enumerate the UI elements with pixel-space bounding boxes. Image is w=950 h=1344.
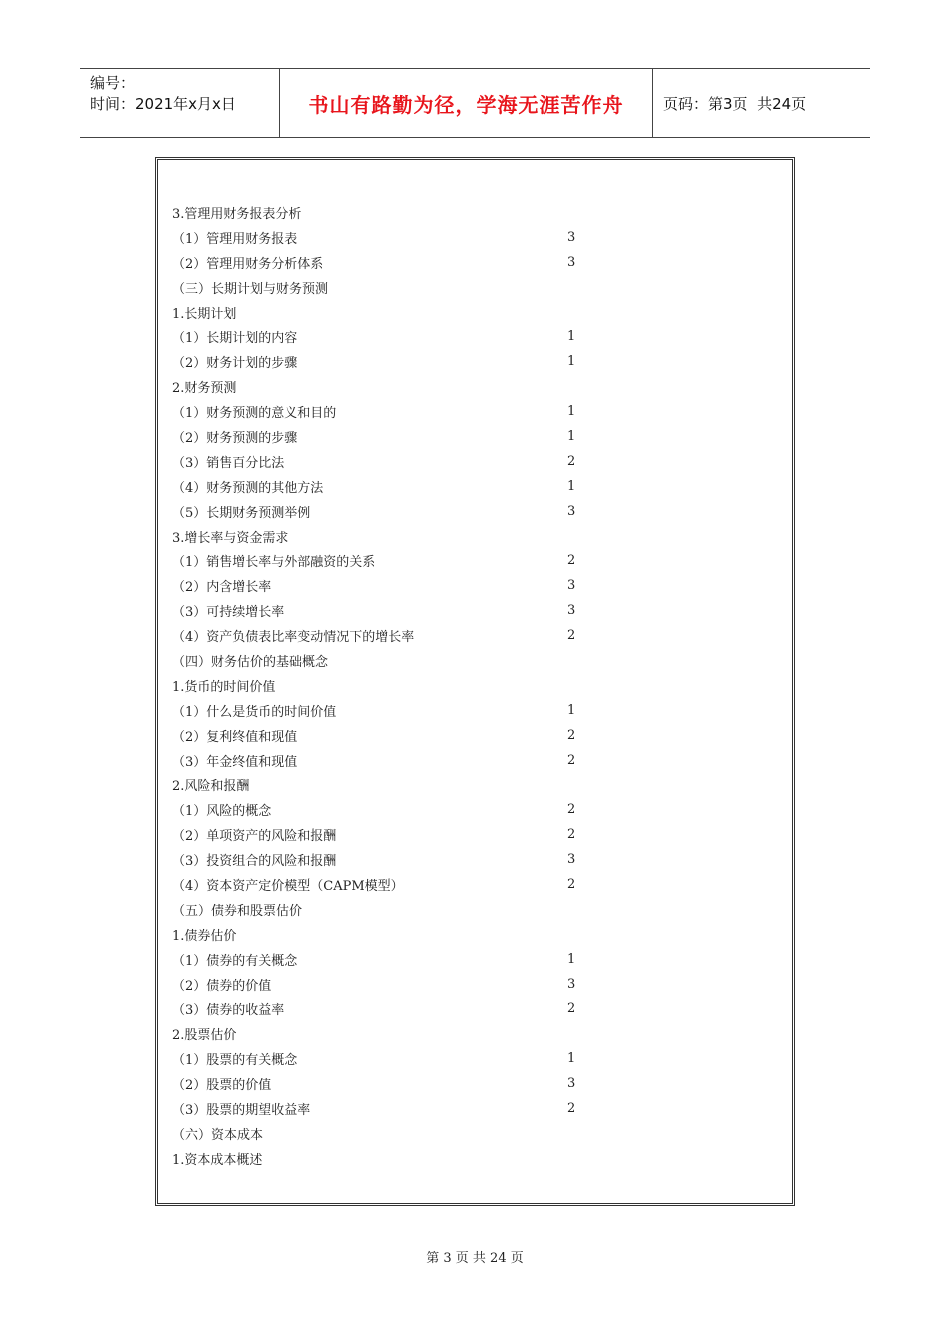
list-item [172, 275, 792, 300]
item-title: （2）复利终值和现值 [172, 729, 298, 745]
item-title: 1.长期计划 [172, 306, 237, 322]
list-item [172, 922, 792, 947]
item-title: （3）年金终值和现值 [172, 754, 298, 770]
item-title: （四）财务估价的基础概念 [172, 654, 329, 670]
list-item [172, 1121, 792, 1146]
item-level: 2 [567, 453, 576, 469]
item-title: （2）内含增长率 [172, 580, 272, 596]
list-item [172, 648, 792, 673]
item-title: 3.管理用财务报表分析 [172, 206, 302, 222]
list-item [172, 374, 792, 399]
item-level: 1 [567, 702, 576, 718]
item-title: （4）资本资产定价模型（CAPM模型） [172, 878, 404, 894]
item-title: （5）长期财务预测举例 [172, 505, 311, 521]
list-item [172, 847, 792, 872]
item-level: 1 [567, 354, 576, 370]
list-item [172, 548, 792, 573]
list-item [172, 772, 792, 797]
list-item [172, 872, 792, 897]
item-level: 3 [567, 254, 576, 270]
list-item [172, 250, 792, 275]
list-item [172, 822, 792, 847]
list-item [172, 449, 792, 474]
item-title: （1）债券的有关概念 [172, 953, 298, 969]
item-title: （三）长期计划与财务预测 [172, 281, 329, 297]
item-level: 2 [567, 628, 576, 644]
list-item [172, 673, 792, 698]
item-title: 2.股票估价 [172, 1028, 237, 1044]
item-title: （六）资本成本 [172, 1127, 264, 1143]
item-level: 1 [567, 1051, 576, 1067]
list-item [172, 972, 792, 997]
list-item [172, 424, 792, 449]
item-title: （2）财务计划的步骤 [172, 356, 298, 372]
list-item [172, 797, 792, 822]
item-level: 2 [567, 827, 576, 843]
item-level: 1 [567, 329, 576, 345]
page-footer: 第 3 页 共 24 页 [426, 1251, 524, 1266]
item-title: 1.债券估价 [172, 928, 237, 944]
item-title: （2）债券的价值 [172, 978, 272, 994]
item-title: （4）资产负债表比率变动情况下的增长率 [172, 630, 415, 646]
header-info-cell [80, 69, 280, 137]
item-title: （2）股票的价值 [172, 1078, 272, 1094]
list-item [172, 474, 792, 499]
list-item [172, 349, 792, 374]
list-item [172, 499, 792, 524]
item-level: 3 [567, 852, 576, 868]
item-level: 3 [567, 1076, 576, 1092]
motto-text: 书山有路勤为径，学海无涯苦作舟 [308, 92, 624, 117]
list-item [172, 598, 792, 623]
item-title: （1）财务预测的意义和目的 [172, 406, 337, 422]
item-title: （3）可持续增长率 [172, 605, 285, 621]
list-item [172, 399, 792, 424]
list-item [172, 1046, 792, 1071]
content-box [155, 157, 795, 1206]
list-item [172, 623, 792, 648]
item-title: （2）财务预测的步骤 [172, 430, 298, 446]
item-title: （1）什么是货币的时间价值 [172, 704, 337, 720]
list-item [172, 723, 792, 748]
item-level: 3 [567, 603, 576, 619]
item-title: （2）单项资产的风险和报酬 [172, 829, 337, 845]
page-label: 页码：第3页 共24页 [663, 94, 807, 113]
item-title: （1）风险的概念 [172, 804, 272, 820]
number-label: 编号： [90, 74, 136, 92]
list-item [172, 1096, 792, 1121]
item-level: 2 [567, 802, 576, 818]
list-item [172, 698, 792, 723]
item-title: （五）债券和股票估价 [172, 903, 303, 919]
header-motto-cell [280, 69, 653, 137]
item-title: 2.风险和报酬 [172, 779, 250, 795]
item-title: （2）管理用财务分析体系 [172, 256, 324, 272]
item-level: 3 [567, 976, 576, 992]
list-item [172, 200, 792, 225]
item-level: 3 [567, 229, 576, 245]
outline-list [172, 200, 792, 1171]
item-level: 2 [567, 1101, 576, 1116]
list-item [172, 947, 792, 972]
date-label: 时间：2021年x月x日 [90, 95, 236, 113]
list-item [172, 897, 792, 922]
item-title: （1）管理用财务报表 [172, 231, 298, 247]
item-level: 1 [567, 478, 576, 494]
list-item [172, 1071, 792, 1096]
item-title: （3）股票的期望收益率 [172, 1103, 311, 1118]
page-header [80, 68, 870, 138]
item-title: （3）销售百分比法 [172, 455, 285, 471]
item-title: 1.货币的时间价值 [172, 679, 276, 695]
list-item [172, 1021, 792, 1046]
list-item [172, 300, 792, 325]
item-level: 2 [567, 727, 576, 743]
item-level: 2 [567, 553, 576, 569]
list-item [172, 748, 792, 773]
item-level: 1 [567, 404, 576, 420]
list-item [172, 1146, 792, 1171]
item-title: 1.资本成本概述 [172, 1152, 263, 1168]
item-level: 2 [567, 876, 576, 892]
item-title: （4）财务预测的其他方法 [172, 480, 324, 496]
item-level: 3 [567, 503, 576, 519]
item-title: （1）股票的有关概念 [172, 1053, 298, 1069]
item-level: 1 [567, 951, 576, 967]
item-title: （3）投资组合的风险和报酬 [172, 854, 337, 870]
item-level: 3 [567, 578, 576, 594]
list-item [172, 324, 792, 349]
item-title: （3）债券的收益率 [172, 1003, 285, 1019]
item-level: 1 [567, 428, 576, 444]
list-item [172, 524, 792, 549]
list-item [172, 225, 792, 250]
item-title: （1）销售增长率与外部融资的关系 [172, 555, 376, 571]
item-level: 2 [567, 1001, 576, 1017]
list-item [172, 573, 792, 598]
header-page-cell [653, 69, 870, 137]
list-item [172, 997, 792, 1022]
item-title: 3.增长率与资金需求 [172, 530, 289, 546]
item-level: 2 [567, 752, 576, 768]
item-title: （1）长期计划的内容 [172, 331, 298, 347]
item-title: 2.财务预测 [172, 381, 237, 397]
